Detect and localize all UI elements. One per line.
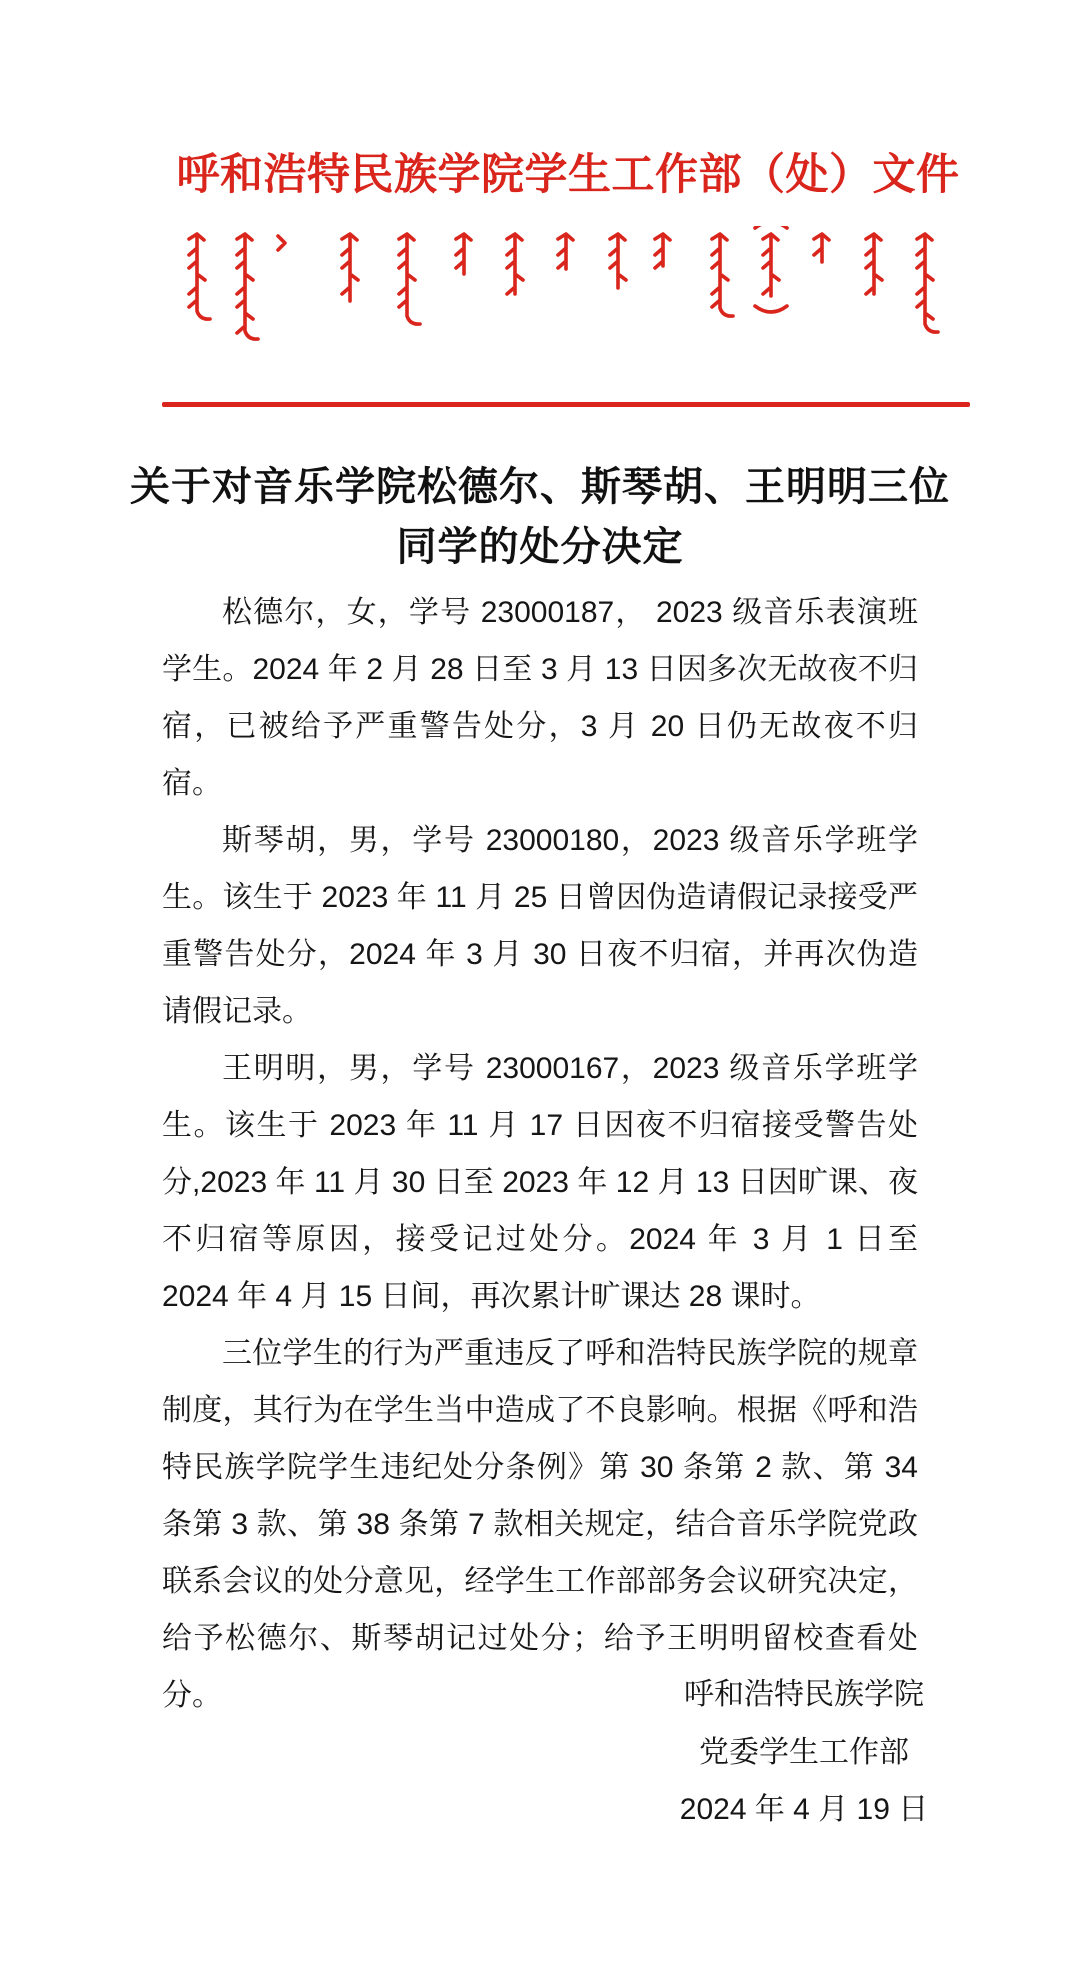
mongolian-script (0, 226, 1080, 351)
document-title: 关于对音乐学院松德尔、斯琴胡、王明明三位同学的处分决定 (130, 464, 950, 569)
body-paragraph: 王明明，男，学号 23000167，2023 级音乐学班学生。该生于 2023 年 11 月 17 日因夜不归宿接受警告处分,2023 年 11 月 30 日至 2023 年 12 月 13 日因旷课、夜不归宿等原因，接受记过处分。2024 年 3 月 1 日至 2024 年 4 月 15 日间，再次累计旷课达 28 课时。 (162, 1052, 918, 1313)
signature-date: 2024 年 4 月 19 日 (679, 1793, 929, 1826)
signature-block (636, 1666, 972, 1839)
document-body (162, 584, 918, 1724)
body-paragraph: 斯琴胡，男，学号 23000180，2023 级音乐学班学生。该生于 2023 年 11 月 25 日曾因伪造请假记录接受严重警告处分，2024 年 3 月 30 日夜不归宿，并再次伪造请假记录。 (162, 824, 918, 1028)
signature-org-line1: 呼和浩特民族学院 (684, 1678, 924, 1711)
letterhead-title: 呼和浩特民族学院学生工作部（处）文件 (176, 152, 960, 199)
signature-org-line2: 党委学生工作部 (699, 1735, 909, 1769)
red-divider-rule (162, 402, 970, 407)
body-paragraph: 三位学生的行为严重违反了呼和浩特民族学院的规章制度，其行为在学生当中造成了不良影响。根据《呼和浩特民族学院学生违纪处分条例》第 30 条第 2 款、第 34 条第 3 款、第 38 条第 7 款相关规定，结合音乐学院党政联系会议的处分意见，经学生工作部部务会议研究决定，给予松德尔、斯琴胡记过处分；给予王明明留校查看处分。 (162, 1337, 918, 1712)
body-paragraph: 松德尔，女，学号 23000187， 2023 级音乐表演班学生。2024 年 2 月 28 日至 3 月 13 日因多次无故夜不归宿，已被给予严重警告处分，3 月 20 日仍无故夜不归宿。 (162, 596, 918, 800)
